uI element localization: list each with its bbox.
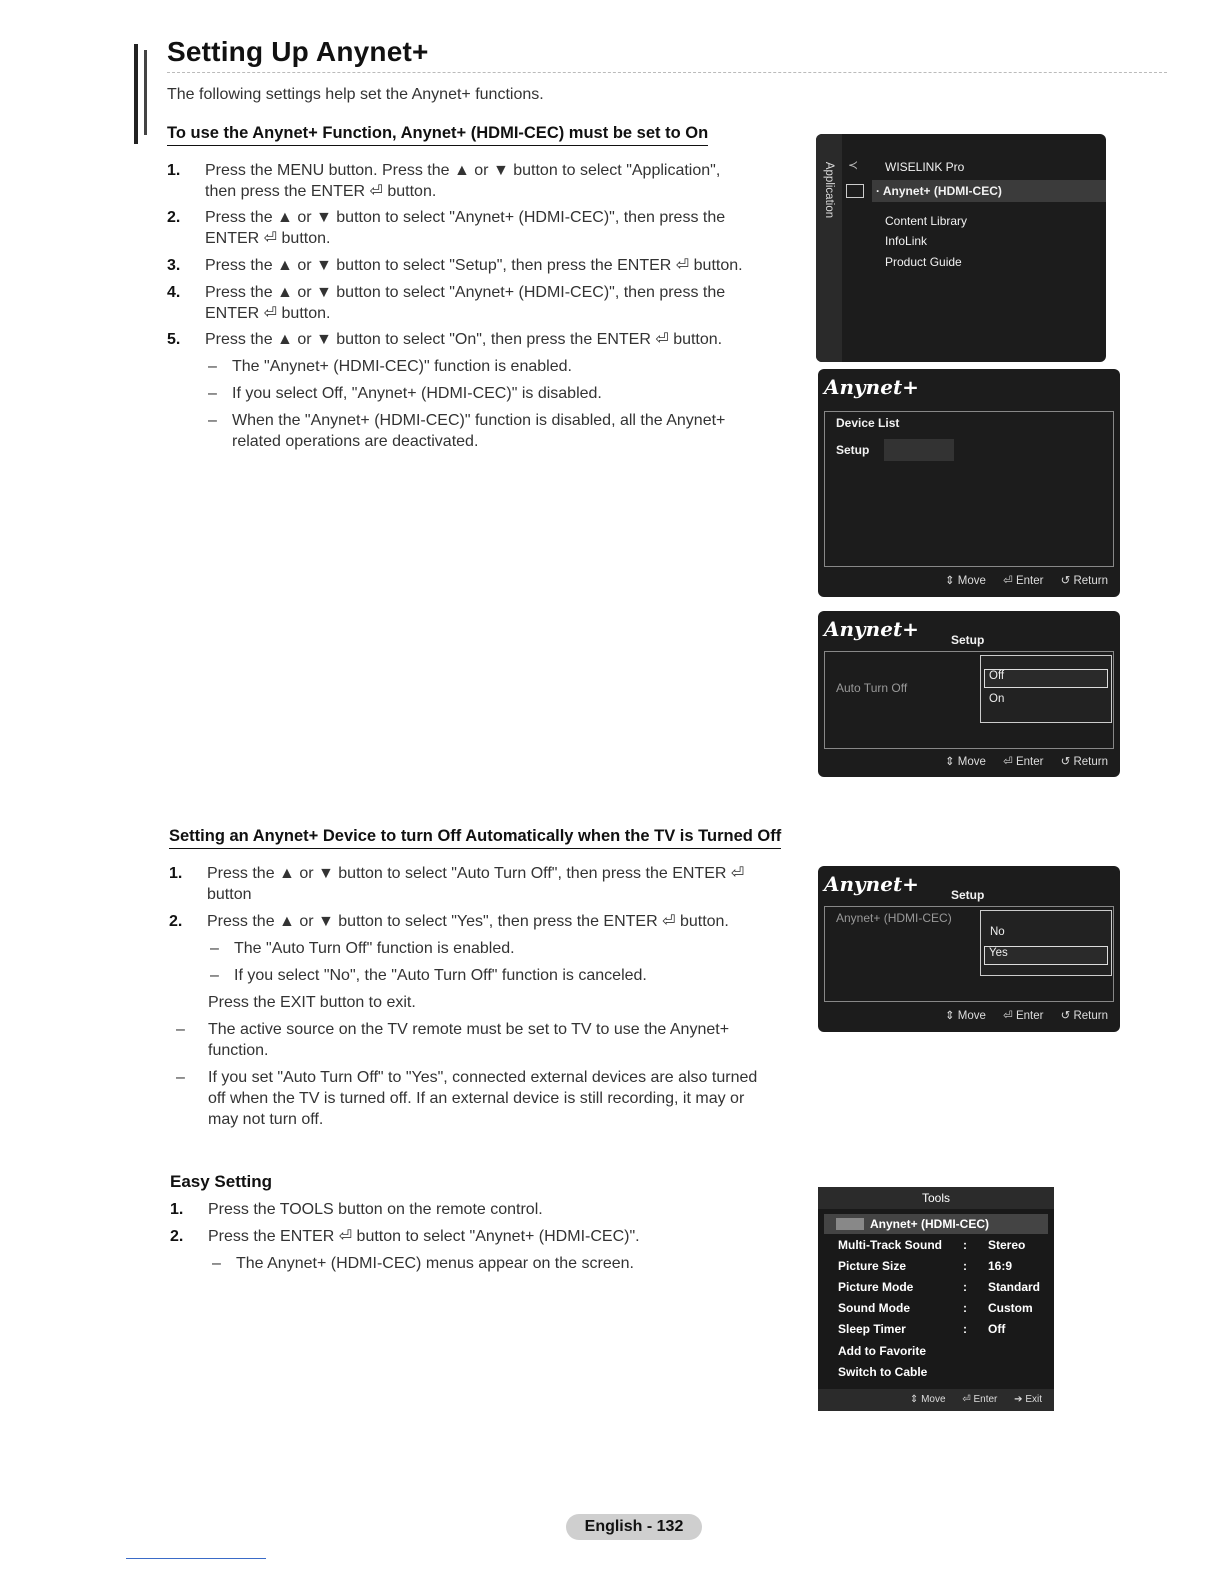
note-item xyxy=(208,410,808,452)
anynet-icon xyxy=(836,1218,864,1230)
option-off[interactable]: Off xyxy=(984,669,1108,688)
menu-item-setup[interactable]: Setup xyxy=(836,443,870,457)
tools-row-label: Picture Size xyxy=(838,1259,907,1273)
note-text: off when the TV is turned off. If an external device is still recording, it may or xyxy=(208,1090,745,1107)
enter-hint: ⏎ Enter xyxy=(1003,1010,1044,1022)
tools-menu-screen xyxy=(818,1187,1054,1411)
tools-row-label: Sound Mode xyxy=(838,1301,910,1315)
colon: : xyxy=(963,1301,967,1315)
tools-row-label: Sleep Timer xyxy=(838,1322,906,1336)
colon: : xyxy=(963,1238,967,1252)
note-item xyxy=(210,965,810,986)
margin-bar xyxy=(144,50,147,135)
tools-row[interactable]: Switch to Cable xyxy=(838,1365,928,1379)
note-dash: – xyxy=(210,940,219,957)
step-text: Press the TOOLS button on the remote control. xyxy=(208,1201,543,1218)
title-rule xyxy=(167,72,1167,73)
menu-item[interactable]: Product Guide xyxy=(885,255,962,269)
menu-item[interactable]: Content Library xyxy=(885,214,968,228)
tools-row-value: Stereo xyxy=(988,1238,1026,1252)
osd-footer xyxy=(931,1008,1108,1022)
note-text: The "Anynet+ (HDMI-CEC)" function is enabled. xyxy=(232,358,572,375)
step-item xyxy=(170,1199,810,1220)
options-list xyxy=(980,910,1112,976)
move-hint: ⇕ Move xyxy=(944,575,986,587)
note-item xyxy=(210,938,810,959)
step-number: 1. xyxy=(169,865,183,882)
step-number: 2. xyxy=(170,1228,184,1245)
osd-footer xyxy=(818,1389,1054,1411)
step-text: button xyxy=(207,886,252,903)
osd-footer xyxy=(931,754,1108,768)
move-hint: ⇕ Move xyxy=(909,1394,946,1405)
step-text: Press the ▲ or ▼ button to select "Setup", then press the ENTER ⏎ button. xyxy=(205,257,743,274)
setup-auto-turn-off-screen xyxy=(818,611,1120,777)
step-item xyxy=(167,329,807,350)
note-item xyxy=(212,1253,812,1274)
note-text: If you select Off, "Anynet+ (HDMI-CEC)" is disabled. xyxy=(232,385,602,402)
tools-row[interactable] xyxy=(838,1238,1048,1252)
menu-frame xyxy=(824,411,1114,567)
step-item xyxy=(169,911,809,932)
setting-label: Anynet+ (HDMI-CEC) xyxy=(836,911,952,925)
step-number: 1. xyxy=(167,162,181,179)
application-menu-screen xyxy=(816,134,1106,362)
anynet-logo: Anynet+ xyxy=(824,617,919,641)
step-number: 1. xyxy=(170,1201,184,1218)
option-no[interactable]: No xyxy=(990,926,1005,938)
step-item xyxy=(169,863,809,905)
step-text: Press the ▲ or ▼ button to select "Anynet+ (HDMI-CEC)", then press the xyxy=(205,284,726,301)
tools-row[interactable]: Add to Favorite xyxy=(838,1344,927,1358)
move-hint: ⇕ Move xyxy=(944,1010,986,1022)
step-number: 2. xyxy=(169,913,183,930)
step-text: Press the MENU button. Press the ▲ or ▼ button to select "Application", xyxy=(205,162,721,179)
note-text: may not turn off. xyxy=(208,1111,324,1128)
note-item xyxy=(208,383,808,404)
note-text: The active source on the TV remote must be set to TV to use the Anynet+ xyxy=(208,1021,730,1038)
move-hint: ⇕ Move xyxy=(944,756,986,768)
step-item xyxy=(167,207,807,249)
setup-yes-no-screen xyxy=(818,866,1120,1032)
note-dash: – xyxy=(176,1069,185,1086)
step-text: Press the ▲ or ▼ button to select "Yes", then press the ENTER ⏎ button. xyxy=(207,913,729,930)
step-number: 4. xyxy=(167,284,181,301)
note-item xyxy=(208,356,808,377)
side-label: Application xyxy=(823,161,835,219)
step-number: 2. xyxy=(167,209,181,226)
step-text: ENTER ⏎ button. xyxy=(205,230,331,247)
colon: : xyxy=(963,1280,967,1294)
exit-instruction: Press the EXIT button to exit. xyxy=(208,994,416,1011)
enter-hint: ⏎ Enter xyxy=(1003,575,1044,587)
step-item xyxy=(167,160,807,202)
note-dash: – xyxy=(212,1255,221,1272)
step-text: Press the ▲ or ▼ button to select "On", then press the ENTER ⏎ button. xyxy=(205,331,723,348)
section-heading: Easy Setting xyxy=(170,1172,273,1191)
note-text: function. xyxy=(208,1042,269,1059)
menu-highlight xyxy=(884,439,954,461)
anynet-menu-screen xyxy=(818,369,1120,597)
note-dash: – xyxy=(176,1021,185,1038)
note-text: If you set "Auto Turn Off" to "Yes", connected external devices are also turned xyxy=(208,1069,758,1086)
note-item xyxy=(176,1019,816,1061)
note-dash: – xyxy=(208,412,217,429)
exit-hint: ➔ Exit xyxy=(1014,1394,1042,1405)
menu-item[interactable]: WISELINK Pro xyxy=(885,160,965,174)
tools-title: Tools xyxy=(818,1187,1054,1209)
step-text: ENTER ⏎ button. xyxy=(205,305,331,322)
tools-row[interactable] xyxy=(838,1322,1048,1336)
tools-row[interactable] xyxy=(838,1259,1048,1273)
page-title: Setting Up Anynet+ xyxy=(167,36,429,67)
note-item xyxy=(176,1067,816,1130)
step-number: 3. xyxy=(167,257,181,274)
note-text: related operations are deactivated. xyxy=(232,433,479,450)
step-text: then press the ENTER ⏎ button. xyxy=(205,183,437,200)
return-hint: ↺ Return xyxy=(1060,1010,1108,1022)
tools-row[interactable] xyxy=(838,1301,1048,1315)
menu-item-selected[interactable]: · Anynet+ (HDMI-CEC) xyxy=(876,184,1002,198)
return-hint: ↺ Return xyxy=(1060,575,1108,587)
step-item xyxy=(167,282,807,324)
tools-row-label: Multi-Track Sound xyxy=(838,1238,943,1252)
note-text: If you select "No", the "Auto Turn Off" function is canceled. xyxy=(234,967,647,984)
return-hint: ↺ Return xyxy=(1060,756,1108,768)
note-dash: – xyxy=(208,385,217,402)
tools-item-anynet[interactable]: Anynet+ (HDMI-CEC) xyxy=(870,1217,989,1231)
tools-row-value: Standard xyxy=(988,1280,1041,1294)
note-text: The "Auto Turn Off" function is enabled. xyxy=(234,940,515,957)
colon: : xyxy=(963,1259,967,1273)
step-number: 5. xyxy=(167,331,181,348)
options-list xyxy=(980,655,1112,723)
section-heading: To use the Anynet+ Function, Anynet+ (HDMI-CEC) must be set to On xyxy=(167,124,708,146)
colon: : xyxy=(963,1322,967,1336)
note-text: The Anynet+ (HDMI-CEC) menus appear on the screen. xyxy=(236,1255,634,1272)
screen-title: Setup xyxy=(951,888,985,902)
margin-bar xyxy=(134,44,138,144)
step-text: Press the ▲ or ▼ button to select "Auto Turn Off", then press the ENTER ⏎ xyxy=(207,865,745,882)
footer-rule xyxy=(126,1558,266,1559)
note-text: When the "Anynet+ (HDMI-CEC)" function is disabled, all the Anynet+ xyxy=(232,412,726,429)
screen-title: Setup xyxy=(951,633,985,647)
setting-label: Auto Turn Off xyxy=(836,681,908,695)
note-dash: – xyxy=(208,358,217,375)
step-text: Press the ▲ or ▼ button to select "Anynet+ (HDMI-CEC)", then press the xyxy=(205,209,726,226)
menu-item[interactable]: InfoLink xyxy=(885,234,928,248)
menu-item-device-list[interactable]: Device List xyxy=(836,416,900,430)
step-item xyxy=(167,255,807,276)
tools-row-value: Custom xyxy=(988,1301,1033,1315)
tools-row[interactable] xyxy=(838,1280,1048,1294)
input-icon xyxy=(846,184,864,198)
osd-footer xyxy=(931,573,1108,587)
page-number: English - 132 xyxy=(566,1514,702,1540)
enter-hint: ⏎ Enter xyxy=(1003,756,1044,768)
note-dash: – xyxy=(210,967,219,984)
tools-row-value: 16:9 xyxy=(988,1259,1013,1273)
option-yes[interactable]: Yes xyxy=(984,946,1108,965)
tools-row-label: Picture Mode xyxy=(838,1280,914,1294)
option-on[interactable]: On xyxy=(989,693,1005,705)
section-heading: Setting an Anynet+ Device to turn Off Automatically when the TV is Turned Off xyxy=(169,827,781,849)
step-text: Press the ENTER ⏎ button to select "Anynet+ (HDMI-CEC)". xyxy=(208,1228,640,1245)
intro-text: The following settings help set the Anynet+ functions. xyxy=(167,86,544,103)
enter-hint: ⏎ Enter xyxy=(962,1394,998,1405)
wireless-icon: ≺ xyxy=(848,158,859,172)
tools-row-value: Off xyxy=(988,1322,1006,1336)
step-item xyxy=(170,1226,810,1247)
anynet-logo: Anynet+ xyxy=(824,872,919,896)
anynet-logo: Anynet+ xyxy=(824,375,919,399)
